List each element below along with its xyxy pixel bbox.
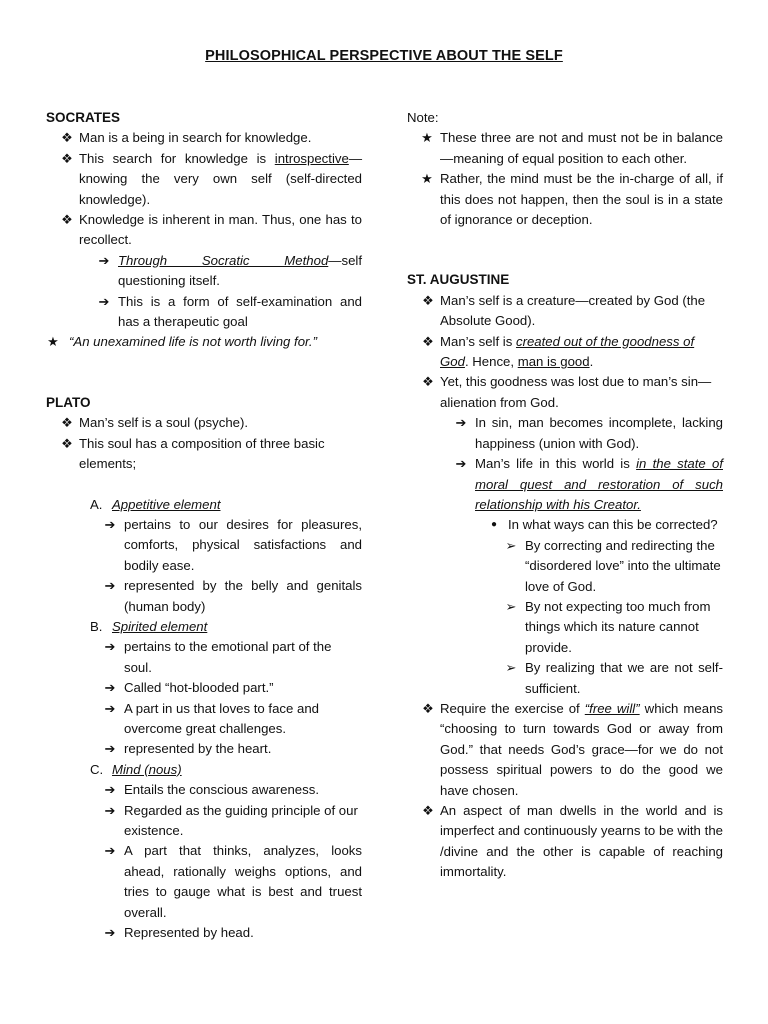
spirited-title: Spirited element: [112, 618, 208, 634]
arrow-bullet-icon: ➔: [104, 639, 116, 655]
list-item: [422, 332, 723, 373]
diamond-bullet-icon: ❖: [422, 803, 434, 818]
augustine-point-3: Yet, this goodness was lost due to man’s sin—alienation from God.: [440, 374, 712, 410]
list-item: [90, 495, 362, 515]
dot-bullet-icon: ●: [490, 519, 498, 531]
diamond-bullet-icon: ❖: [422, 333, 434, 349]
mind-desc-4: Represented by head.: [124, 925, 254, 941]
list-item: [104, 637, 362, 678]
correction-answer-1: By correcting and redirecting the “disordered love” into the ultimate love of God.: [525, 537, 721, 594]
augustine-point-2-end: .: [589, 354, 594, 370]
list-item: [422, 801, 723, 883]
socrates-point-2-rest: —knowing the very own self (self-directed knowledge).: [79, 150, 362, 207]
arrow-bullet-icon: ➔: [104, 516, 116, 532]
list-item: [61, 413, 362, 433]
diamond-bullet-icon: ❖: [61, 150, 73, 166]
list-item: [90, 617, 362, 637]
list-item: [104, 699, 362, 740]
star-bullet-icon: ★: [47, 334, 59, 350]
mind-desc-2: Regarded as the guiding principle of our existence.: [124, 802, 358, 838]
arrow-bullet-icon: ➔: [104, 680, 116, 696]
note-1: These three are not and must not be in balance—meaning of equal position to each other.: [440, 130, 723, 166]
diamond-bullet-icon: ❖: [61, 415, 73, 431]
socrates-point-3: Knowledge is inherent in man. Thus, one has to recollect.: [79, 212, 362, 248]
list-item: [104, 801, 362, 842]
arrow-bullet-icon: ➔: [104, 578, 116, 594]
diamond-bullet-icon: ❖: [422, 374, 434, 390]
list-item: [98, 292, 362, 333]
list-item: [104, 780, 362, 800]
augustine-point-4-rest: which means “choosing to turn towards God or away from God.” that needs God’s grace—for we do not possess spiritual powers to do the good we have chosen.: [440, 700, 724, 798]
list-item: [505, 658, 723, 699]
augustine-point-2-text: Man’s self is: [440, 333, 513, 349]
socrates-quote: “An unexamined life is not worth living for.”: [69, 334, 317, 350]
socrates-point-2-text: This search for knowledge is: [79, 150, 267, 166]
spirited-desc-3: A part in us that loves to face and overcome great challenges.: [124, 700, 320, 736]
arrow-bullet-icon: ➔: [104, 843, 116, 859]
arrow-bullet-icon: ➔: [104, 741, 116, 757]
arrow-bullet-icon: ➔: [104, 782, 116, 798]
arrow-bullet-icon: ➔: [455, 415, 467, 431]
moral-quest-term: in the state of moral quest and restoration of such relationship with his Creator.: [475, 456, 723, 512]
list-item: [47, 332, 362, 352]
list-item: [61, 149, 362, 210]
list-item: [104, 515, 362, 576]
socratic-method-desc: —self questioning itself.: [118, 252, 362, 289]
right-column: [407, 108, 723, 883]
correction-question: In what ways can this be corrected?: [508, 517, 718, 533]
list-item: [421, 169, 723, 230]
augustine-point-4-text: Require the exercise of: [440, 700, 580, 716]
arrow-bullet-icon: ➔: [104, 700, 116, 716]
note-2: Rather, the mind must be the in-charge of all, if this does not happen, then the soul is in a state of ignorance or deception.: [440, 171, 723, 228]
list-item: [455, 454, 723, 515]
list-item: [421, 128, 723, 169]
augustine-point-1: Man’s self is a creature—created by God (the Absolute Good).: [440, 292, 706, 329]
list-item: [104, 576, 362, 617]
note-label: Note:: [407, 110, 439, 125]
diamond-bullet-icon: ❖: [61, 435, 73, 451]
chevron-bullet-icon: ➢: [505, 660, 517, 676]
plato-point-2: This soul has a composition of three basic elements;: [79, 435, 325, 472]
chevron-bullet-icon: ➢: [505, 537, 517, 553]
page-title: PHILOSOPHICAL PERSPECTIVE ABOUT THE SELF: [205, 48, 563, 64]
appetitive-desc-1: pertains to our desires for pleasures, comforts, physical satisfactions and bodily ease.: [124, 516, 362, 573]
arrow-bullet-icon: ➔: [98, 293, 110, 309]
augustine-point-2-hence: . Hence,: [464, 354, 515, 370]
appetitive-desc-2: represented by the belly and genitals (human body): [124, 578, 362, 614]
list-item: [104, 739, 362, 759]
list-item: [422, 699, 724, 801]
socratic-method-term: Through Socratic Method: [118, 252, 329, 268]
introspective-term: introspective: [274, 150, 349, 166]
augustine-sub-2-text: Man’s life in this world is: [475, 456, 630, 472]
arrow-bullet-icon: ➔: [455, 456, 467, 472]
mind-letter: C.: [90, 761, 104, 777]
star-bullet-icon: ★: [421, 171, 433, 187]
star-bullet-icon: ★: [421, 130, 433, 146]
left-column: [46, 108, 362, 943]
arrow-bullet-icon: ➔: [104, 802, 116, 818]
list-item: [98, 251, 362, 292]
spirited-desc-1: pertains to the emotional part of the soul.: [124, 639, 332, 675]
goodness-of-god-term: created out of the goodness of God: [440, 333, 695, 370]
appetitive-title: Appetitive element: [112, 496, 221, 512]
correction-answer-2: By not expecting too much from things which its nature cannot provide.: [525, 598, 711, 655]
augustine-sub-1: In sin, man becomes incomplete, lacking happiness (union with God).: [475, 415, 723, 451]
socrates-point-1: Man is a being in search for knowledge.: [79, 130, 312, 146]
list-item: [455, 413, 723, 454]
list-item: [505, 597, 723, 658]
list-item: [104, 923, 362, 943]
mind-title: Mind (nous): [112, 761, 182, 777]
list-item: [104, 678, 362, 698]
list-item: [104, 841, 362, 923]
list-item: [422, 372, 723, 413]
man-is-good-term: man is good: [517, 354, 590, 370]
list-item: [505, 536, 723, 597]
diamond-bullet-icon: ❖: [422, 700, 434, 716]
list-item: [61, 210, 362, 251]
list-item: [61, 128, 362, 148]
mind-desc-3: A part that thinks, analyzes, looks ahead, rationally weighs options, and tries to gauge what is best and truest overall.: [124, 843, 362, 920]
diamond-bullet-icon: ❖: [61, 130, 73, 146]
spirited-letter: B.: [90, 618, 103, 634]
chevron-bullet-icon: ➢: [505, 598, 517, 614]
arrow-bullet-icon: ➔: [104, 925, 116, 941]
plato-point-1: Man’s self is a soul (psyche).: [79, 415, 249, 431]
augustine-heading: ST. AUGUSTINE: [407, 272, 510, 288]
self-examination-note: This is a form of self-examination and has a therapeutic goal: [118, 293, 362, 330]
augustine-point-5: An aspect of man dwells in the world and is imperfect and continuously yearns to be with the /divine and the other is capable of reaching immortality.: [440, 803, 723, 880]
diamond-bullet-icon: ❖: [422, 292, 434, 308]
free-will-term: “free will”: [584, 700, 640, 716]
arrow-bullet-icon: ➔: [98, 252, 110, 268]
spirited-desc-4: represented by the heart.: [124, 741, 272, 757]
mind-desc-1: Entails the conscious awareness.: [124, 782, 319, 798]
spirited-desc-2: Called “hot-blooded part.”: [124, 680, 274, 696]
diamond-bullet-icon: ❖: [61, 212, 73, 228]
correction-answer-3: By realizing that we are not self-sufficient.: [525, 660, 723, 696]
socrates-heading: SOCRATES: [46, 110, 121, 125]
plato-heading: PLATO: [46, 394, 91, 410]
list-item: [61, 434, 362, 475]
appetitive-letter: A.: [90, 496, 103, 512]
list-item: [422, 291, 723, 332]
list-item: [490, 515, 723, 535]
list-item: [90, 760, 362, 780]
